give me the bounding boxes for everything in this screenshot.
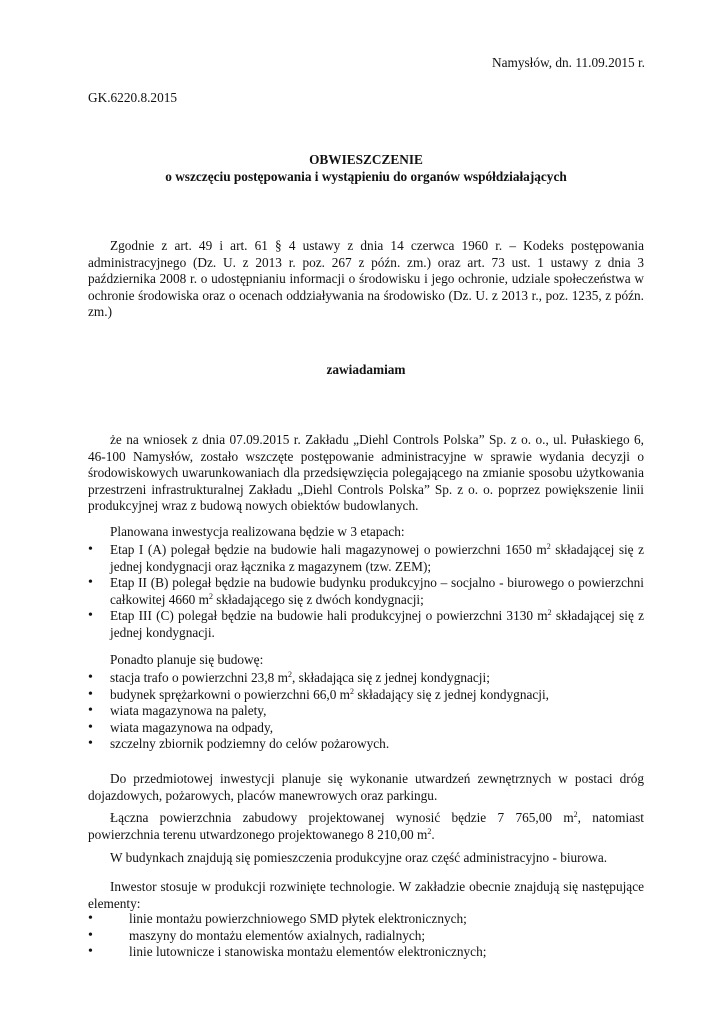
list-item: • stacja trafo o powierzchni 23,8 $m^2$, składająca się z jednej kondygnacji; (88, 670, 644, 687)
intro-paragraph: że na wniosek z dnia 07.09.2015 r. Zakładu „Diehl Controls Polska” Sp. z o. o., ul. Pułaskiego 6, 46-100 Namysłów, zostało wszczęte postępowanie administracyjne w sprawie wydania decyzji o środowiskowych uwarunkowaniach dla przedsięwzięcia polegającego na zmianie sposobu użytkowania przestrzeni infrastrukturalnej Zakładu „Diehl Controls Polska” Sp. z o. o. poprzez powiększenie linii produkcyjnej wraz z budową nowych obiektów budowlanych. (88, 432, 644, 513)
list-item: • maszyny do montażu elementów axialnych, radialnych; (88, 928, 644, 945)
technology-list (88, 911, 644, 961)
list-item: • budynek sprężarkowni o powierzchni 66,0 $m^2$ składający się z jednej kondygnacji, (88, 687, 644, 704)
surfaces-paragraph: Do przedmiotowej inwestycji planuje się wykonanie utwardzeń zewnętrznych w postaci dróg dojazdowych, pożarowych, placów manewrowych oraz parkingu. (88, 771, 644, 803)
legal-basis-paragraph: Zgodnie z art. 49 i art. 61 § 4 ustawy z dnia 14 czerwca 1960 r. – Kodeks postępowania administracyjnego (Dz. U. z 2013 r. poz. 267 z późn. zm.) oraz art. 73 ust. 1 ustawy z dnia 3 października 2008 r. o udostępnianiu informacji o środowisku i jego ochronie, udziale społeczeństwa w ochronie środowiska oraz o ocenach oddziaływania na środowisko (Dz. U. z 2013 r., poz. 1235, z późn. zm.) (88, 238, 644, 319)
list-item: • Etap I (A) polegał będzie na budowie hali magazynowej o powierzchni 1650 $m^2$ składającej się z jednej kondygnacji oraz łącznika z magazynem (tzw. ZEM); (88, 542, 644, 575)
list-item: • Etap III (C) polegał będzie na budowie hali produkcyjnej o powierzchni 3130 $m^2$ składającej się z jednej kondygnacji. (88, 608, 644, 641)
announce-heading: zawiadamiam (326, 362, 406, 377)
list-item: • linie montażu powierzchniowego SMD płytek elektronicznych; (88, 911, 644, 928)
additional-heading: Ponadto planuje się budowę: (110, 652, 264, 667)
place-date: Namysłów, dn. 11.09.2015 r. (491, 55, 645, 70)
list-item: • szczelny zbiornik podziemny do celów pożarowych. (88, 736, 644, 753)
rooms-paragraph: W budynkach znajdują się pomieszczenia produkcyjne oraz część administracyjno - biurowa. (110, 850, 608, 865)
stages-heading: Planowana inwestycja realizowana będzie w 3 etapach: (110, 524, 405, 539)
area-paragraph: Łączna powierzchnia zabudowy projektowanej wynosić będzie 7 765,00 $m^2$, natomiast powierzchnia terenu utwardzonego projektowanego 8 210,00 $m^2$. (88, 810, 644, 842)
additional-list (88, 670, 644, 753)
technology-heading: Inwestor stosuje w produkcji rozwinięte technologie. W zakładzie obecnie znajdują się następujące elementy: (88, 879, 644, 911)
list-item: • wiata magazynowa na odpady, (88, 720, 644, 737)
document-title: OBWIESZCZENIE (309, 152, 423, 167)
list-item: • Etap II (B) polegał będzie na budowie budynku produkcyjno – socjalno - biurowego o powierzchni całkowitej 4660 $m^2$ składającego się z dwóch kondygnacji; (88, 575, 644, 608)
stages-list (88, 542, 644, 641)
document-subtitle: o wszczęciu postępowania i wystąpieniu do organów współdziałających (165, 169, 567, 184)
list-item: • wiata magazynowa na palety, (88, 703, 644, 720)
list-item: • linie lutownicze i stanowiska montażu elementów elektronicznych; (88, 944, 644, 961)
case-number: GK.6220.8.2015 (88, 90, 178, 105)
